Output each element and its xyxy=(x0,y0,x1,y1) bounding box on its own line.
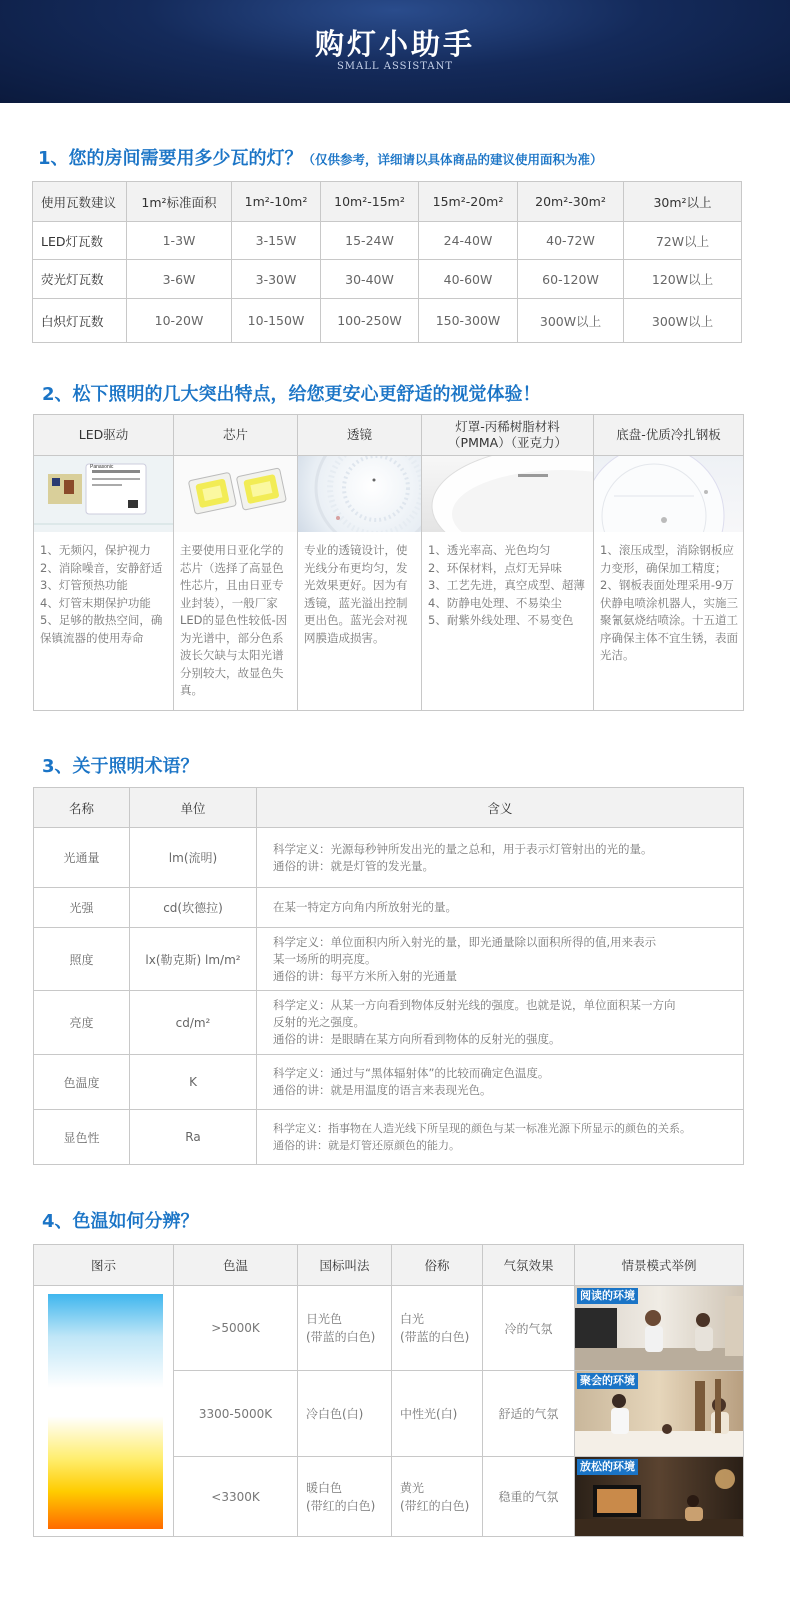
lens-image xyxy=(298,456,422,533)
term-unit: K xyxy=(130,1055,257,1110)
table-row xyxy=(33,222,742,260)
table-cell: 60-120W xyxy=(518,260,624,299)
table-cell: 40-72W xyxy=(518,222,624,260)
section2-title: 2、松下照明的几大突出特点，给您更安心更舒适的视觉体验！ xyxy=(42,384,541,405)
temp-value: <3300K xyxy=(174,1457,298,1537)
temp-value: >5000K xyxy=(174,1286,298,1371)
wattage-header-cell: 30m²以上 xyxy=(624,182,742,222)
table-row xyxy=(34,991,744,1055)
term-unit: cd/m² xyxy=(130,991,257,1055)
term-meaning: 科学定义：通过与“黑体辐射体”的比较而确定色温度。 通俗的讲：就是用温度的语言来表现光色。 xyxy=(257,1055,744,1110)
section4-title: 4、色温如何分辨？ xyxy=(42,1211,199,1232)
led-driver-graphic xyxy=(34,456,173,532)
temp-common: 白光 (带蓝的白色) xyxy=(392,1286,483,1371)
term-meaning: 科学定义：从某一方向看到物体反射光线的强度。也就是说，单位面积某一方向 反射的光之强度。 通俗的讲：是眼睛在某方向所看到物体的反射光的强度。 xyxy=(257,991,744,1055)
feature-text: 1、无频闪，保护视力 2、消除噪音，安静舒适 3、灯管预热功能 4、灯管末期保护功能 5、足够的散热空间，确保镇流器的使用寿命 xyxy=(34,532,174,710)
terms-header: 名称 xyxy=(34,788,130,828)
table-cell: 3-6W xyxy=(127,260,232,299)
table-cell: 300W以上 xyxy=(624,299,742,343)
table-cell: 15-24W xyxy=(321,222,419,260)
feature-header: 灯罩-丙稀树脂材料 （PMMA）（亚克力） xyxy=(422,415,594,456)
temp-standard: 冷白色(白) xyxy=(298,1371,392,1457)
scene-label: 聚会的环境 xyxy=(577,1373,638,1389)
section1-title xyxy=(38,144,603,170)
row-label: 白炽灯瓦数 xyxy=(33,299,127,343)
temp-header: 气氛效果 xyxy=(483,1245,575,1286)
terms-header: 含义 xyxy=(257,788,744,828)
temp-common: 中性光(白) xyxy=(392,1371,483,1457)
feature-header: 底盘-优质冷扎钢板 xyxy=(594,415,744,456)
wattage-header-cell: 1m²-10m² xyxy=(232,182,321,222)
table-cell: 24-40W xyxy=(419,222,518,260)
wattage-table xyxy=(32,181,742,343)
feature-header: LED驱动 xyxy=(34,415,174,456)
table-cell: 3-15W xyxy=(232,222,321,260)
temp-common: 黄光 (带红的白色) xyxy=(392,1457,483,1537)
table-cell: 10-150W xyxy=(232,299,321,343)
chassis-graphic xyxy=(594,456,743,532)
lampshade-image xyxy=(422,456,594,533)
table-cell: 40-60W xyxy=(419,260,518,299)
table-row xyxy=(34,828,744,888)
scene-cell xyxy=(575,1371,744,1457)
term-unit: lx(勒克斯) lm/m² xyxy=(130,928,257,991)
wattage-header-cell: 使用瓦数建议 xyxy=(33,182,127,222)
table-row xyxy=(33,260,742,299)
feature-text: 1、透光率高、光色均匀 2、环保材料，点灯无异味 3、工艺先进，真空成型、超薄 4、防静电处理、不易染尘 5、耐紫外线处理、不易变色 xyxy=(422,532,594,710)
section3-title: 3、关于照明术语？ xyxy=(42,756,199,777)
row-label: LED灯瓦数 xyxy=(33,222,127,260)
led-driver-image xyxy=(34,456,174,533)
table-cell: 1-3W xyxy=(127,222,232,260)
scene-label: 阅读的环境 xyxy=(577,1288,638,1304)
feature-text: 专业的透镜设计，使光线分布更均匀，发光效果更好。因为有透镜，蓝光溢出控制更出色。蓝光会对视网膜造成损害。 xyxy=(298,532,422,710)
feature-text: 1、滚压成型，消除钢板应力变形，确保加工精度； 2、钢板表面处理采用-9万伏静电喷涂机器人，实施三聚氰氨烧结喷涂。十五道工序确保主体不宜生锈，表面光洁。 xyxy=(594,532,744,710)
term-name: 光强 xyxy=(34,888,130,928)
term-name: 显色性 xyxy=(34,1110,130,1165)
temp-header: 图示 xyxy=(34,1245,174,1286)
features-table xyxy=(33,414,744,711)
table-row xyxy=(33,299,742,343)
party-scene-image xyxy=(575,1371,743,1456)
page-title: 购灯小助手 xyxy=(314,27,475,61)
header-banner xyxy=(0,0,790,103)
term-name: 色温度 xyxy=(34,1055,130,1110)
term-unit xyxy=(130,828,257,888)
reading-scene-image xyxy=(575,1286,743,1370)
wattage-header-cell: 1m²标准面积 xyxy=(127,182,232,222)
term-meaning: 科学定义：光源每秒钟所发出光的量之总和，用于表示灯管射出的光的量。 通俗的讲：就是灯管的发光量。 xyxy=(257,828,744,888)
table-row xyxy=(34,888,744,928)
temp-value: 3300-5000K xyxy=(174,1371,298,1457)
term-name: 光通量 xyxy=(34,828,130,888)
term-meaning: 科学定义：单位面积内所入射光的量，即光通量除以面积所得的值,用来表示 某一场所的明亮度。 通俗的讲：每平方米所入射的光通量 xyxy=(257,928,744,991)
table-cell: 30-40W xyxy=(321,260,419,299)
feature-text: 主要使用日亚化学的芯片（选择了高显色性芯片，且由日亚专业封装），一般厂家LED的显色性较低-因为光谱中，部分色系波长欠缺与太阳光谱分别较大，故显色失真。 xyxy=(174,532,298,710)
term-meaning: 科学定义：指事物在人造光线下所呈现的颜色与某一标准光源下所显示的颜色的关系。 通俗的讲：就是灯管还原颜色的能力。 xyxy=(257,1110,744,1165)
term-meaning: 在某一特定方向角内所放射光的量。 xyxy=(257,888,744,928)
page-subtitle: SMALL ASSISTANT xyxy=(336,61,454,72)
table-cell: 150-300W xyxy=(419,299,518,343)
color-temperature-gradient xyxy=(48,1294,163,1529)
table-row xyxy=(34,1110,744,1165)
section1-note: （仅供参考，详细请以具体商品的建议使用面积为准） xyxy=(302,152,603,167)
term-unit: cd(坎德拉) xyxy=(130,888,257,928)
table-cell: 72W以上 xyxy=(624,222,742,260)
wattage-header-cell: 15m²-20m² xyxy=(419,182,518,222)
feature-header: 透镜 xyxy=(298,415,422,456)
temp-standard: 日光色 (带蓝的白色) xyxy=(298,1286,392,1371)
feature-header: 芯片 xyxy=(174,415,298,456)
lens-graphic xyxy=(298,456,421,532)
led-chip-graphic xyxy=(174,456,297,532)
temp-header: 色温 xyxy=(174,1245,298,1286)
temp-header: 俗称 xyxy=(392,1245,483,1286)
temp-effect: 冷的气氛 xyxy=(483,1286,575,1371)
term-unit: Ra xyxy=(130,1110,257,1165)
term-name: 亮度 xyxy=(34,991,130,1055)
chassis-image xyxy=(594,456,744,533)
scene-cell xyxy=(575,1457,744,1537)
table-row xyxy=(34,928,744,991)
temp-header: 情景模式举例 xyxy=(575,1245,744,1286)
table-cell: 300W以上 xyxy=(518,299,624,343)
row-label: 荧光灯瓦数 xyxy=(33,260,127,299)
temp-effect: 舒适的气氛 xyxy=(483,1371,575,1457)
temp-effect: 稳重的气氛 xyxy=(483,1457,575,1537)
chip-image xyxy=(174,456,298,533)
temp-standard: 暖白色 (带红的白色) xyxy=(298,1457,392,1537)
wattage-header-cell: 20m²-30m² xyxy=(518,182,624,222)
terms-table xyxy=(33,787,744,1165)
term-unit-text: lm(流明) xyxy=(168,851,218,865)
terms-header: 单位 xyxy=(130,788,257,828)
table-row xyxy=(34,1055,744,1110)
table-cell: 120W以上 xyxy=(624,260,742,299)
table-cell: 10-20W xyxy=(127,299,232,343)
scene-cell xyxy=(575,1286,744,1371)
term-name: 照度 xyxy=(34,928,130,991)
relax-scene-image xyxy=(575,1457,743,1536)
temp-header: 国标叫法 xyxy=(298,1245,392,1286)
lampshade-graphic xyxy=(422,456,593,532)
scene-label: 放松的环境 xyxy=(577,1459,638,1475)
wattage-header-cell: 10m²-15m² xyxy=(321,182,419,222)
table-cell: 100-250W xyxy=(321,299,419,343)
brand-label: Panasonic xyxy=(90,464,114,470)
table-cell: 3-30W xyxy=(232,260,321,299)
section1-title-text: 1、您的房间需要用多少瓦的灯？ xyxy=(38,148,303,169)
